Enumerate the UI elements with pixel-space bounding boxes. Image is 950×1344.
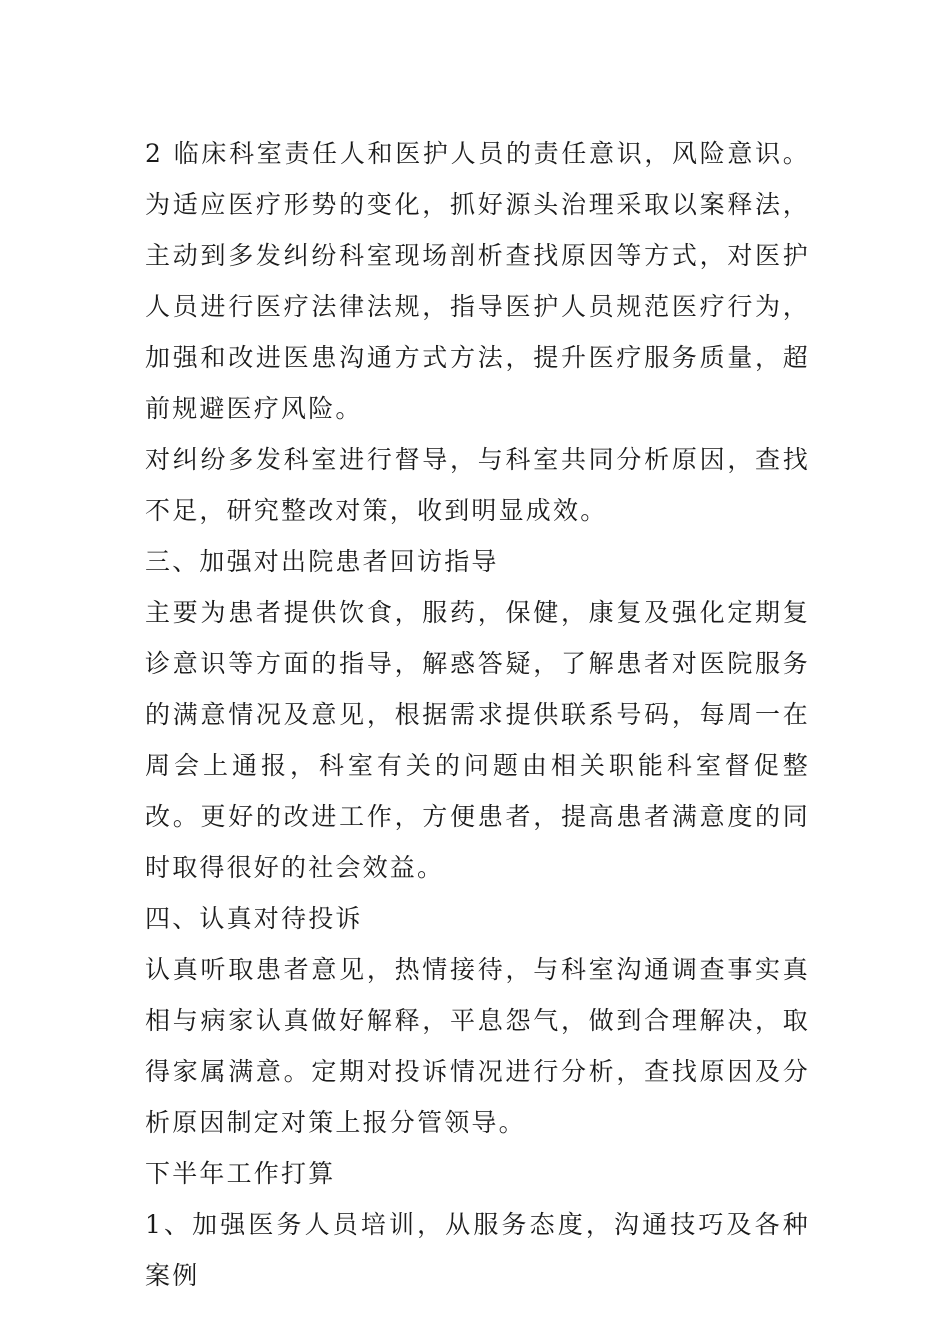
section-heading-discharge-followup: 三、加强对出院患者回访指导	[145, 547, 499, 576]
paragraph-responsibility-awareness: 2 临床科室责任人和医护人员的责任意识，风险意识。为适应医疗形势的变化，抓好源头治理采取以案释法，主动到多发纠纷科室现场剖析查找原因等方式，对医护人员进行医疗法律法规，指导医护人员规范医疗行为，加强和改进医患沟通方式方法，提升医疗服务质量，超前规避医疗风险。	[145, 139, 810, 423]
document-body	[145, 128, 810, 1301]
section-heading-second-half-plan: 下半年工作打算	[145, 1159, 336, 1188]
paragraph-complaint-handling: 认真听取患者意见，热情接待，与科室沟通调查事实真相与病家认真做好解释，平息怨气，做到合理解决，取得家属满意。定期对投诉情况进行分析，查找原因及分析原因制定对策上报分管领导。	[145, 955, 810, 1137]
paragraph-plan-item-1: 1、加强医务人员培训，从服务态度，沟通技巧及各种案例	[145, 1210, 810, 1290]
paragraph-discharge-guidance: 主要为患者提供饮食，服药，保健，康复及强化定期复诊意识等方面的指导，解惑答疑，了解患者对医院服务的满意情况及意见，根据需求提供联系号码，每周一在周会上通报，科室有关的问题由相关职能科室督促整改。更好的改进工作，方便患者，提高患者满意度的同时取得很好的社会效益。	[145, 598, 810, 882]
section-heading-complaints: 四、认真对待投诉	[145, 904, 363, 933]
paragraph-dispute-supervision: 对纠纷多发科室进行督导，与科室共同分析原因，查找不足，研究整改对策，收到明显成效。	[145, 445, 810, 525]
